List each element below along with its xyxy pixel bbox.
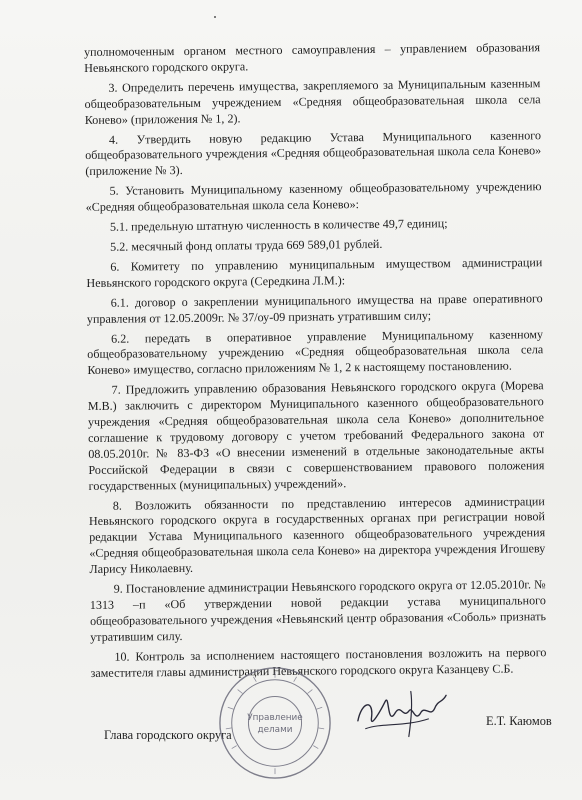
paragraph-5-1: 5.1. предельную штатную численность в количестве 49,7 единиц; [109,216,448,234]
paragraph-7: 7. Предложить управлению образования Невьянского городского округа (Морева М.В.) заключить с директором Муниципального казенного общеобразовательного учреждения «Средняя общеобразовательная школа села Конево» дополнительное соглашение к трудовому договору с учетом требований Федерального закона от 08.05.2010г. № 83-ФЗ «О внесении изменений в отдельные законодательные акты Российской Федерации в связи с совершенствованием правового положения государственных (муниципальных) учреждений». [87,378,545,493]
paragraph-6-1: 6.1. договор о закреплении муниципального имущества на праве оперативного управления от 12.05.2009г. № 37/оу-09 признать утратившим силу; [86,290,543,326]
paragraph-4: 4. Утвердить новую редакцию Устава Муниципального казенного общеобразовательного учреждения «Средняя общеобразовательная школа села Конево» (приложение № 3). [85,127,542,179]
official-stamp [216,664,334,782]
handwritten-signature [352,682,450,744]
signatory-name: Е.Т. Каюмов [486,714,552,728]
paragraph-continuation: уполномоченным органом местного самоуправления – управлением образования Невьянского городского округа. [84,40,541,75]
paragraph-10: 10. Контроль за исполнением настоящего постановления возложить на первого заместителя главы администрации Невьянского городского округа Казанцеву С.Б. [90,644,547,680]
paragraph-5-2: 5.2. месячный фонд оплаты труда 669 589,01 рублей. [110,236,383,254]
signature-block [0,700,582,790]
paragraph-5: 5. Установить Муниципальному казенному общеобразовательному учреждению «Средняя общеобразовательная школа села Конево»: [85,179,542,215]
paragraph-3: 3. Определить перечень имущества, закрепляемого за Муниципальным казенным общеобразовательным учреждением «Средняя общеобразовательная школа села Конево» (приложения № 1, 2). [84,76,541,127]
paragraph-6-2: 6.2. передать в оперативное управление Муниципальному казенному общеобразовательному учреждению «Средняя общеобразовательная школа села Конево» имущество, согласно приложениям № 1, 2 к настоящему постановлению. [87,326,544,378]
paragraph-8: 8. Возложить обязанности по представлению интересов администрации Невьянского городского округа в государственных органах при регистрации новой редакции Устава Муниципального казенного общеобразовательного учреждения «Средняя общеобразовательная школа села Конево» на директора учреждения Игошеву Ларису Николаевну. [88,493,546,577]
signatory-title: Глава городского округа [104,728,232,742]
document-body [84,40,547,685]
paragraph-9: 9. Постановление администрации Невьянского городского округа от 12.05.2010г. № 1313 –п «Об утверждении новой редакции устава муниципального общеобразовательного учреждения «Невьянский центр образования «Соболь» признать утратившим силу. [89,577,547,644]
scan-speck [214,16,216,18]
stamp-text-line1: Управление [247,713,303,724]
stamp-text-line2: делами [257,724,293,735]
paragraph-6: 6. Комитету по управлению муниципальным имуществом администрации Невьянского городского округа (Середкина Л.М.): [86,255,543,290]
